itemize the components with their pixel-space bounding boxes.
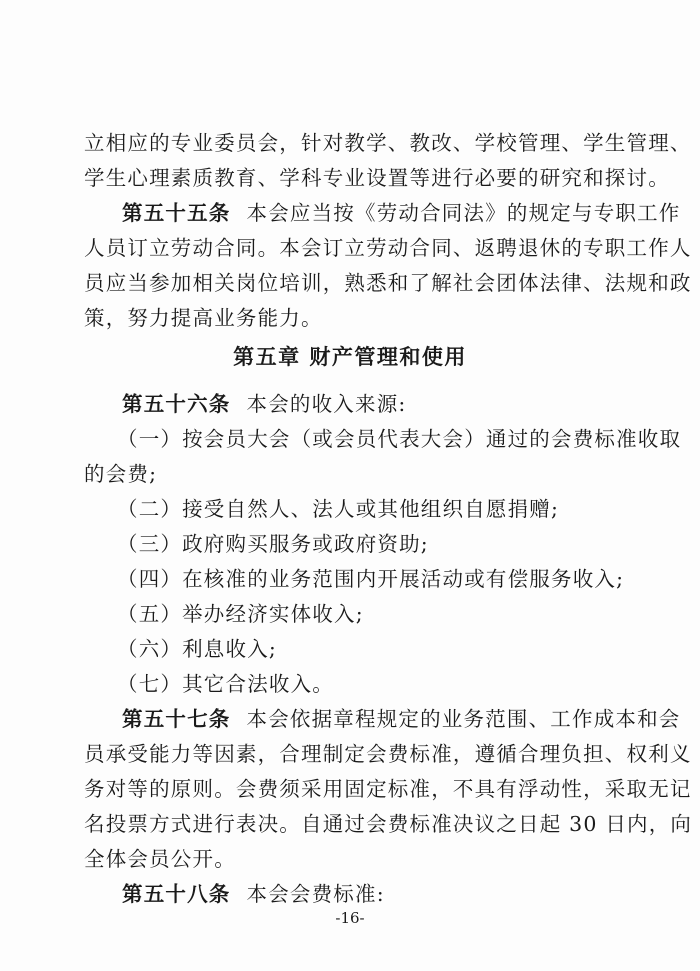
text-line: 务对等的原则。会费须采用固定标准，不具有浮动性，采取无记 (84, 777, 692, 801)
chapter-heading: 第五章 财产管理和使用 (233, 345, 467, 369)
article-56-paragraph (122, 390, 662, 418)
list-item: （三）政府购买服务或政府资助; (117, 532, 429, 556)
article-58-paragraph (122, 880, 662, 908)
text-line: 本会应当按《劳动合同法》的规定与专职工作 (246, 201, 681, 225)
text-line: 学生心理素质教育、学科专业设置等进行必要的研究和探讨。 (84, 166, 670, 190)
list-item: （二）接受自然人、法人或其他组织自愿捐赠; (117, 497, 560, 521)
article-57-paragraph (122, 705, 681, 733)
article-57-heading: 第五十七条 (122, 707, 231, 731)
article-55-heading: 第五十五条 (122, 201, 231, 225)
text-line: 本会会费标准: (246, 882, 385, 906)
article-55-paragraph (122, 199, 681, 227)
text-line: 策，努力提高业务能力。 (84, 306, 323, 330)
list-item: （四）在核准的业务范围内开展活动或有偿服务收入; (117, 567, 625, 591)
text-line: 名投票方式进行表决。自通过会费标准决议之日起 30 日内，向 (84, 812, 693, 836)
text-line: 人员订立劳动合同。本会订立劳动合同、返聘退休的专职工作人 (84, 236, 692, 260)
list-item: （五）举办经济实体收入; (117, 602, 364, 626)
text-line: 全体会员公开。 (84, 847, 236, 871)
article-58-heading: 第五十八条 (122, 882, 231, 906)
text-line: 立相应的专业委员会，针对教学、教改、学校管理、学生管理、 (84, 131, 692, 155)
list-item: （七）其它合法收入。 (117, 672, 334, 696)
text-line: 员应当参加相关岗位培训，熟悉和了解社会团体法律、法规和政 (84, 271, 692, 295)
text-line: 本会的收入来源: (246, 392, 407, 416)
list-item: （一）按会员大会（或会员代表大会）通过的会费标准收取 (117, 427, 682, 451)
text-line: 本会依据章程规定的业务范围、工作成本和会 (246, 707, 681, 731)
text-line: 员承受能力等因素，合理制定会费标准，遵循合理负担、权利义 (84, 742, 692, 766)
page-number: -16- (335, 909, 365, 927)
list-item: （六）利息收入; (117, 637, 278, 661)
text-line: 的会费; (84, 462, 158, 486)
article-56-heading: 第五十六条 (122, 392, 231, 416)
